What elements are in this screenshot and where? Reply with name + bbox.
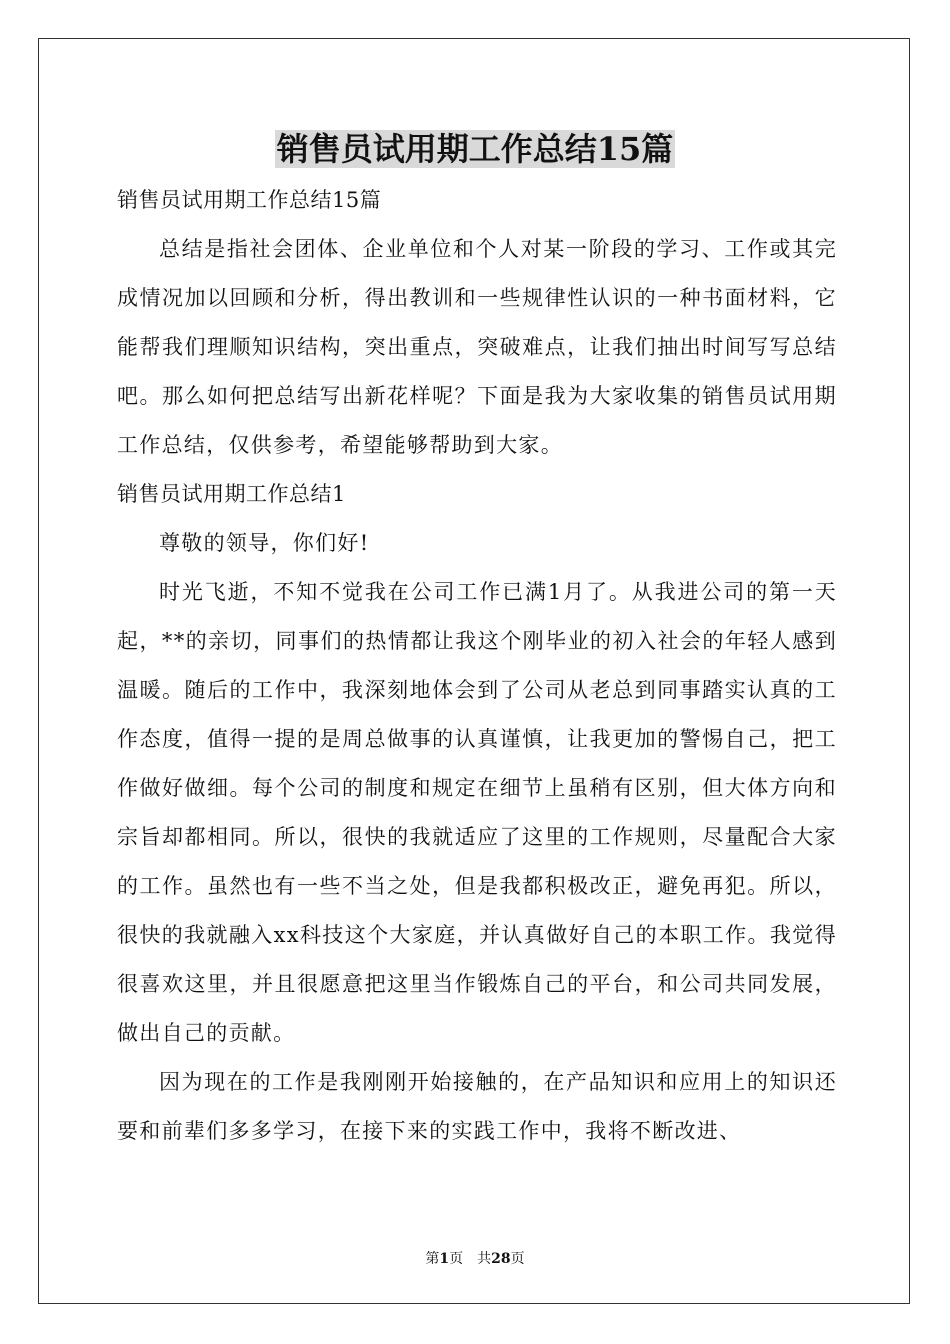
footer-page-current: 1 xyxy=(439,1251,450,1267)
body-paragraph-2: 因为现在的工作是我刚刚开始接触的，在产品知识和应用上的知识还要和前辈们多多学习，在接下来的实践工作中，我将不断改进、 xyxy=(117,1070,837,1143)
intro-paragraph: 总结是指社会团体、企业单位和个人对某一阶段的学习、工作或其完成情况加以回顾和分析，得出教训和一些规律性认识的一种书面材料，它能帮我们理顺知识结构，突出重点，突破难点，让我们抽出时间写写总结吧。那么如何把总结写出新花样呢？下面是我为大家收集的销售员试用期工作总结，仅供参考，希望能够帮助到大家。 xyxy=(117,237,837,457)
document-body xyxy=(117,176,837,1156)
footer-page-mid: 页 共 xyxy=(449,1251,492,1267)
body-paragraph-1: 时光飞逝，不知不觉我在公司工作已满1月了。从我进公司的第一天起，**的亲切，同事们的热情都让我这个刚毕业的初入社会的年轻人感到温暖。随后的工作中，我深刻地体会到了公司从老总到同事踏实认真的工作态度，值得一提的是周总做事的认真谨慎，让我更加的警惕自己，把工作做好做细。每个公司的制度和规定在细节上虽稍有区别，但大体方向和宗旨却都相同。所以，很快的我就适应了这里的工作规则，尽量配合大家的工作。虽然也有一些不当之处，但是我都积极改正，避免再犯。所以，很快的我就融入xx科技这个大家庭，并认真做好自己的本职工作。我觉得很喜欢这里，并且很愿意把这里当作锻炼自己的平台，和公司共同发展，做出自己的贡献。 xyxy=(117,580,837,1045)
footer-page-total: 28 xyxy=(491,1251,511,1267)
document-subtitle: 销售员试用期工作总结15篇 xyxy=(117,188,382,212)
document-title xyxy=(0,126,950,172)
section-heading: 销售员试用期工作总结1 xyxy=(117,482,346,506)
footer-page-prefix: 第 xyxy=(425,1251,440,1267)
greeting-paragraph: 尊敬的领导，你们好! xyxy=(159,531,370,555)
document-title-text: 销售员试用期工作总结15篇 xyxy=(276,130,674,168)
page-footer xyxy=(0,1248,950,1268)
footer-page-suffix: 页 xyxy=(510,1251,525,1267)
